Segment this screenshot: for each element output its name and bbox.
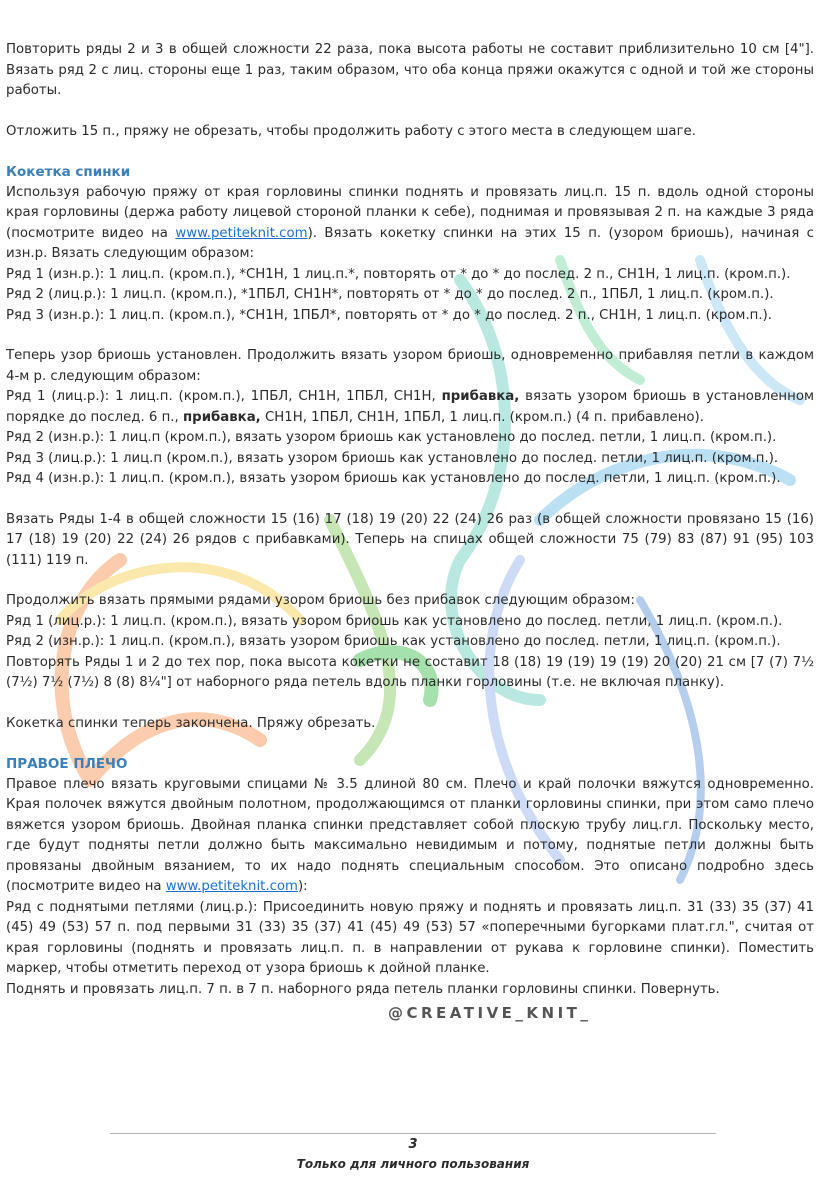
petiteknit-link[interactable]: www.petiteknit.com	[165, 879, 298, 894]
right-shoulder-intro: Правое плечо вязать круговыми спицами № 3.5 длиной 80 см. Плечо и край полочки вяжутся одновременно. Края полочек вяжутся двойным полотном, продолжающимся от планки горловины спинки, при этом само плечо вяжется узором бриошь. Двойная планка спинки представляет собой плоскую трубу лиц.гл. Поскольку место, где будут подняты петли должно быть максимально невидимым и потому, поднятые петли должны быть провязаны двойным вязанием, то их надо поднять специальным способом. Это описано подробно здесь (посмотрите видео на www.petiteknit.com):	[6, 776, 814, 894]
increase-total-paragraph: Вязать Ряды 1-4 в общей сложности 15 (16) 17 (18) 19 (20) 22 (24) 26 раз (в общей сложности провязано 15 (16) 17 (18) 19 (20) 22 (24) 26 рядов с прибавками). Теперь на спицах общей сложности 75 (79) 83 (87) 91 (95) 103 (111) 119 п.	[6, 511, 814, 568]
pickup-final-paragraph: Поднять и провязать лиц.п. 7 п. в 7 п. наборного ряда петель планки горловины спинки. Повернуть.	[6, 981, 720, 997]
yoke-row-2: Ряд 2 (лиц.р.): 1 лиц.п. (кром.п.), *1ПБЛ, СН1Н*, повторять от * до * до послед. 2 п., 1ПБЛ, 1 лиц.п. (кром.п.).	[6, 287, 774, 302]
yoke-row-3: Ряд 3 (изн.р.): 1 лиц.п. (кром.п.), *СН1Н, 1ПБЛ*, повторять от * до * до послед. 2 п., СН1Н, 1 лиц.п. (кром.п.).	[6, 307, 773, 323]
brioche-established-paragraph: Теперь узор бриошь установлен. Продолжить вязать узором бриошь, одновременно прибавляя петли в каждом 4-м р. следующим образом:	[6, 348, 814, 384]
increase-row-2: Ряд 2 (изн.р.): 1 лиц.п (кром.п.), вязать узором бриошь как установлено до послед. петли, 1 лиц.п. (кром.п.).	[6, 430, 777, 445]
document-page	[6, 40, 814, 1000]
set-aside-paragraph: Отложить 15 п., пряжу не обрезать, чтобы продолжить работу с этого места в следующем шаге.	[6, 123, 696, 139]
back-yoke-intro: Используя рабочую пряжу от края горловины спинки поднять и провязать лиц.п. 15 п. вдоль одной стороны края горловины (держа работу лицевой стороной планки к себе), поднимая и провязывая 2 п. на каждые 3 ряда (посмотрите видео на www.petiteknit.com). Вязать кокетку спинки на этих 15 п. (узором бриошь), начиная с изн.р. Вязать следующим образом:	[6, 184, 814, 261]
section-heading-right-shoulder: ПРАВОЕ ПЛЕЧО	[6, 756, 128, 772]
watermark-handle: @CREATIVE_KNIT_	[388, 1004, 592, 1022]
section-heading-back-yoke: Кокетка спинки	[6, 164, 131, 180]
straight-rows-intro: Продолжить вязать прямыми рядами узором бриошь без прибавок следующим образом:	[6, 593, 635, 608]
increase-row-1: Ряд 1 (лиц.р.): 1 лиц.п. (кром.п.), 1ПБЛ, СН1Н, 1ПБЛ, СН1Н, прибавка, вязать узором бриошь в установленном порядке до послед. 6 п., прибавка, СН1Н, 1ПБЛ, СН1Н, 1ПБЛ, 1 лиц.п. (кром.п.) (4 п. прибавлено).	[6, 389, 814, 425]
repeat-paragraph: Повторять Ряды 1 и 2 до тех пор, пока высота кокетки не составит 18 (18) 19 (19) 19 (19) 20 (20) 21 см [7 (7) 7½ (7½) 7½ (7½) 8 (8) 8¼"] от наборного ряда петель вдоль планки горловины (т.е. не включая планку).	[6, 654, 814, 690]
increase-row-4: Ряд 4 (изн.р.): 1 лиц.п. (кром.п.), вязать узором бриошь как установлено до послед. петли, 1 лиц.п. (кром.п.).	[6, 471, 781, 486]
pickup-row-paragraph: Ряд с поднятыми петлями (лиц.р.): Присоединить новую пряжу и поднять и провязать лиц.п. 31 (33) 35 (37) 41 (45) 49 (53) 57 п. под первыми 31 (33) 35 (37) 41 (45) 49 (53) 57 «поперечными бугорками плат.гл.", считая от края горловины (поднять и провязать лиц.п. п. в направлении от рукава к горловине спинки). Поместить маркер, чтобы отметить переход от узора бриошь к дойной планке.	[6, 899, 814, 976]
footer-note: Только для личного пользования	[296, 1157, 530, 1171]
yoke-finished-paragraph: Кокетка спинки теперь закончена. Пряжу обрезать.	[6, 715, 376, 731]
page-number: 3	[408, 1137, 418, 1152]
intro-paragraph: Повторить ряды 2 и 3 в общей сложности 22 раза, пока высота работы не составит приблизительно 10 см [4"]. Вязать ряд 2 с лиц. стороны еще 1 раз, таким образом, что оба конца пряжи окажутся с одной и той же стороны работы.	[6, 42, 814, 98]
petiteknit-link[interactable]: www.petiteknit.com	[175, 225, 308, 241]
straight-row-1: Ряд 1 (лиц.р.): 1 лиц.п. (кром.п.), вязать узором бриошь как установлено до послед. петли, 1 лиц.п. (кром.п.).	[6, 613, 783, 629]
footer-divider	[110, 1133, 716, 1134]
straight-row-2: Ряд 2 (изн.р.): 1 лиц.п. (кром.п.), вязать узором бриошь как установлено до послед. петли, 1 лиц.п. (кром.п.).	[6, 634, 781, 649]
yoke-row-1: Ряд 1 (изн.р.): 1 лиц.п. (кром.п.), *СН1Н, 1 лиц.п.*, повторять от * до * до послед. 2 п., СН1Н, 1 лиц.п. (кром.п.).	[6, 266, 791, 282]
increase-row-3: Ряд 3 (лиц.р.): 1 лиц.п (кром.п.), вязать узором бриошь как установлено до послед. петли, 1 лиц.п. (кром.п.).	[6, 450, 779, 466]
